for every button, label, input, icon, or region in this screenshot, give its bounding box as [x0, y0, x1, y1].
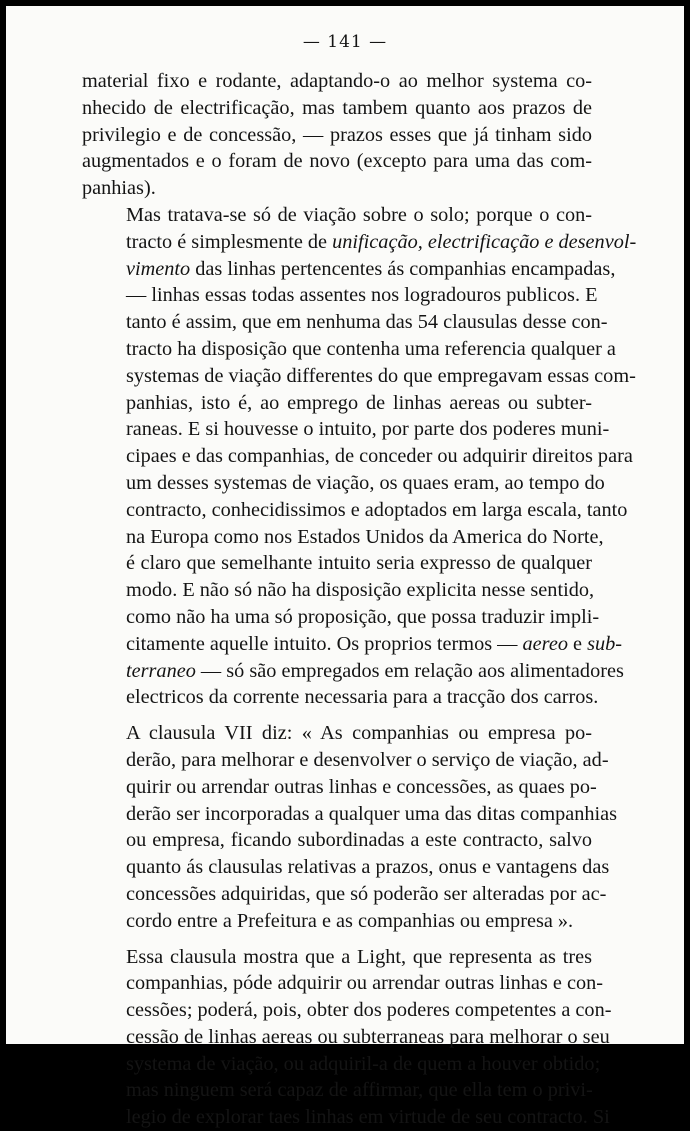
text-line	[82, 175, 592, 202]
text-line	[82, 997, 592, 1024]
text-run: A clausula VII diz: « As companhias ou empresa po-	[126, 722, 592, 744]
text-line	[82, 970, 592, 997]
text-run: ou empresa, ficando subordinadas a este contracto, salvo	[126, 829, 592, 851]
text-line	[82, 282, 592, 309]
text-run: e	[568, 633, 587, 655]
text-run: cessões; poderá, pois, obter dos poderes competentes a con-	[126, 999, 611, 1021]
text-line	[82, 443, 592, 470]
text-run: tracto é simplesmente de	[126, 231, 332, 253]
text-run: derão ser incorporadas a qualquer uma das ditas companhias	[126, 803, 617, 825]
text-line	[82, 95, 592, 122]
italic-text: unificação, electrificação e desenvol-	[332, 231, 636, 253]
italic-text: aereo	[523, 633, 568, 655]
text-line	[82, 148, 592, 175]
paragraph-4	[82, 944, 592, 1131]
text-line	[82, 524, 592, 551]
text-line	[82, 604, 592, 631]
text-line	[82, 309, 592, 336]
text-line	[82, 747, 592, 774]
text-run: na Europa como nos Estados Unidos da America do Norte,	[126, 526, 604, 548]
italic-text: sub-	[587, 633, 622, 655]
text-run: panhias).	[82, 177, 156, 199]
body-text	[82, 68, 592, 1131]
page-number: — 141 —	[6, 32, 684, 52]
text-line	[82, 122, 592, 149]
text-run: tanto é assim, que em nenhuma das 54 clausulas desse con-	[126, 311, 608, 333]
paragraph-1	[82, 68, 592, 202]
text-line	[82, 1024, 592, 1051]
text-line	[82, 854, 592, 881]
text-run: modo. E não só não ha disposição explicita nesse sentido,	[126, 579, 594, 601]
text-line	[82, 684, 592, 711]
text-run: como não ha uma só proposição, que possa traduzir impli-	[126, 606, 599, 628]
text-run: — só são empregados em relação aos alimentadores	[196, 660, 624, 682]
text-run: raneas. E si houvesse o intuito, por parte dos poderes muni-	[126, 418, 609, 440]
text-line	[82, 336, 592, 363]
text-run: legio de explorar taes linhas em virtude de seu contracto. Si	[126, 1106, 610, 1128]
text-run: privilegio e de concessão, — prazos esses que já tinham sido	[82, 124, 592, 146]
text-line	[82, 908, 592, 935]
text-run: contracto, conhecidissimos e adoptados em larga escala, tanto	[126, 499, 627, 521]
text-run: companhias, póde adquirir ou arrendar outras linhas e con-	[126, 972, 603, 994]
text-line	[82, 363, 592, 390]
text-line	[82, 881, 592, 908]
text-line	[82, 416, 592, 443]
text-run: nhecido de electrificação, mas tambem quanto aos prazos de	[82, 97, 592, 119]
text-line	[82, 631, 592, 658]
text-line	[82, 1077, 592, 1104]
text-line	[82, 202, 592, 229]
text-run: material fixo e rodante, adaptando-o ao melhor systema co-	[82, 70, 592, 92]
text-line	[82, 229, 592, 256]
text-line	[82, 774, 592, 801]
text-line	[82, 658, 592, 685]
italic-text: vimento	[126, 258, 190, 280]
paragraph-3	[82, 720, 592, 934]
text-line	[82, 944, 592, 971]
text-line	[82, 801, 592, 828]
text-run: Essa clausula mostra que a Light, que representa as tres	[126, 946, 592, 968]
text-run: panhias, isto é, ao emprego de linhas aereas ou subter-	[126, 392, 592, 414]
text-line	[82, 68, 592, 95]
italic-text: terraneo	[126, 660, 196, 682]
text-run: — linhas essas todas assentes nos logradouros publicos. E	[126, 284, 597, 306]
text-run: electricos da corrente necessaria para a tracção dos carros.	[126, 686, 598, 708]
text-run: um desses systemas de viação, os quaes eram, ao tempo do	[126, 472, 605, 494]
text-run: tracto ha disposição que contenha uma referencia qualquer a	[126, 338, 616, 360]
text-line	[82, 470, 592, 497]
text-run: cessão de linhas aereas ou subterraneas para melhorar o seu	[126, 1026, 610, 1048]
text-run: systema de viação, ou adquiril-a de quem a houver obtido;	[126, 1053, 600, 1075]
text-run: mas ninguem será capaz de affirmar, que ella tem o privi-	[126, 1079, 593, 1101]
text-line	[82, 1051, 592, 1078]
text-run: cipaes e das companhias, de conceder ou adquirir direitos para	[126, 445, 633, 467]
book-page	[6, 6, 684, 1044]
text-run: Mas tratava-se só de viação sobre o solo; porque o con-	[126, 204, 592, 226]
text-line	[82, 720, 592, 747]
text-line	[82, 390, 592, 417]
text-line	[82, 577, 592, 604]
text-line	[82, 827, 592, 854]
text-line	[82, 256, 592, 283]
text-run: quanto ás clausulas relativas a prazos, onus e vantagens das	[126, 856, 609, 878]
text-run: derão, para melhorar e desenvolver o serviço de viação, ad-	[126, 749, 609, 771]
text-line	[82, 1104, 592, 1131]
text-run: concessões adquiridas, que só poderão ser alteradas por ac-	[126, 883, 606, 905]
text-line	[82, 497, 592, 524]
text-run: citamente aquelle intuito. Os proprios termos —	[126, 633, 523, 655]
paragraph-2	[82, 202, 592, 711]
text-run: augmentados e o foram de novo (excepto para uma das com-	[82, 150, 592, 172]
text-run: quirir ou arrendar outras linhas e concessões, as quaes po-	[126, 776, 597, 798]
text-run: é claro que semelhante intuito seria expresso de qualquer	[126, 552, 592, 574]
text-run: cordo entre a Prefeitura e as companhias ou empresa ».	[126, 910, 573, 932]
text-run: systemas de viação differentes do que empregavam essas com-	[126, 365, 636, 387]
text-line	[82, 550, 592, 577]
text-run: das linhas pertencentes ás companhias encampadas,	[190, 258, 615, 280]
